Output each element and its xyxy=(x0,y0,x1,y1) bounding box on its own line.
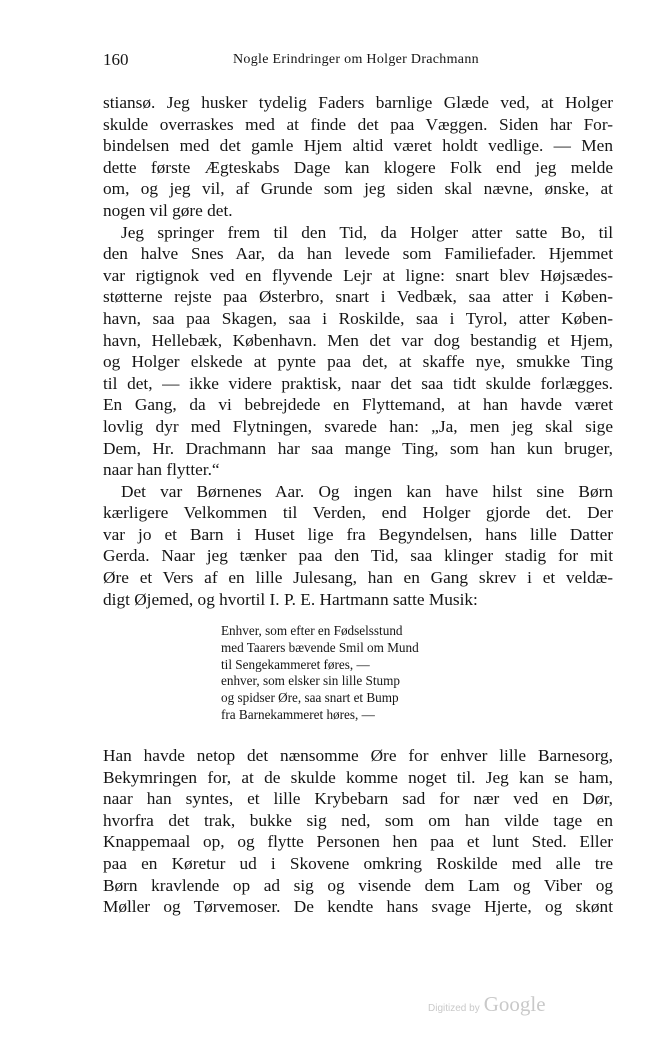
text-line: digt Øjemed, og hvortil I. P. E. Hartmann satte Musik: xyxy=(103,589,478,609)
text-line: havn, Hellebæk, København. Men det var dog bestandig et Hjem, xyxy=(103,330,613,350)
text-line: skulde overraskes med at finde det paa Væggen. Siden har For- xyxy=(103,114,613,134)
verse-line: og spidser Øre, saa snart et Bump xyxy=(221,690,399,706)
text-line: paa en Køretur ud i Skovene omkring Roskilde med alle tre xyxy=(103,853,613,873)
text-line: bindelsen med det gamle Hjem altid været holdt vedlige. — Men xyxy=(103,136,613,156)
verse-line: til Sengekammeret føres, — xyxy=(221,656,370,672)
main-text-block xyxy=(103,92,613,610)
text-line: til det, — ikke videre praktisk, naar det saa tidt skulde forlægges. xyxy=(103,373,613,393)
text-line: Møller og Tørvemoser. De kendte hans svage Hjerte, og skønt xyxy=(103,897,613,917)
text-line: støtterne rejste paa Østerbro, snart i Vedbæk, saa atter i Køben- xyxy=(103,287,613,307)
text-line: Øre et Vers af en lille Julesang, han en Gang skrev i et veldæ- xyxy=(103,568,613,588)
text-line: En Gang, da vi bebrejdede en Flyttemand, at han havde været xyxy=(103,395,613,415)
continued-text-block xyxy=(103,745,613,918)
verse-block xyxy=(221,623,521,724)
text-line: naar han syntes, et lille Krybebarn sad for nær ved en Dør, xyxy=(103,789,613,809)
text-line: dette første Ægteskabs Dage kan klogere Folk end jeg melde xyxy=(103,157,613,177)
text-line: Det var Børnenes Aar. Og ingen kan have hilst sine Børn xyxy=(121,481,613,501)
text-line: lovlig dyr med Flytningen, svarede han: „Ja, men jeg skal sige xyxy=(103,416,613,436)
verse-line: Enhver, som efter en Fødselsstund xyxy=(221,623,403,638)
text-line: naar han flytter.“ xyxy=(103,460,220,480)
verse-line: fra Barnekammeret høres, — xyxy=(221,706,375,722)
text-line: den halve Snes Aar, da han levede som Familiefader. Hjemmet xyxy=(103,244,613,264)
watermark-brand: Google xyxy=(483,992,546,1016)
running-title: Nogle Erindringer om Holger Drachmann xyxy=(233,52,479,67)
text-line: stiansø. Jeg husker tydelig Faders barnlige Glæde ved, at Holger xyxy=(103,93,613,112)
text-line: Gerda. Naar jeg tænker paa den Tid, saa klinger stadig for mit xyxy=(103,546,613,566)
text-line: Han havde netop det nænsomme Øre for enhver lille Barnesorg, xyxy=(103,746,613,765)
text-line: om, og jeg vil, af Grunde som jeg siden skal nævne, ønske, at xyxy=(103,179,613,199)
text-line: Bekymringen for, at de skulde komme noget til. Jeg kan se ham, xyxy=(103,767,613,787)
text-line: havn, saa paa Skagen, saa i Roskilde, saa i Tyrol, atter Køben- xyxy=(103,308,613,328)
text-line: Børn kravlende op ad sig og visende dem Lam og Viber og xyxy=(103,875,613,895)
text-line: var rigtignok ved en flyvende Lejr at ligne: snart blev Højsædes- xyxy=(103,265,613,285)
text-line: var jo et Barn i Huset lige fra Begyndelsen, hans lille Datter xyxy=(103,524,613,544)
text-line: Knappemaal op, og flytte Personen hen paa et lunt Sted. Eller xyxy=(103,832,613,852)
verse-line: med Taarers bævende Smil om Mund xyxy=(221,639,419,655)
watermark-prefix: Digitized by xyxy=(428,1003,480,1014)
text-line: og Holger elskede at pynte paa det, at skaffe nye, smukke Ting xyxy=(103,352,613,372)
page-header xyxy=(103,50,613,74)
page-number: 160 xyxy=(103,50,129,69)
text-line: nogen vil gøre det. xyxy=(103,200,233,220)
verse-line: enhver, som elsker sin lille Stump xyxy=(221,673,400,689)
text-line: Dem, Hr. Drachmann har saa mange Ting, som han kun bruger, xyxy=(103,438,613,458)
text-line: hvorfra det trak, bukke sig ned, som om han vilde tage en xyxy=(103,810,613,830)
text-line: kærligere Velkommen til Verden, end Holger gjorde det. Der xyxy=(103,503,613,523)
digitized-watermark xyxy=(428,992,546,1017)
text-line: Jeg springer frem til den Tid, da Holger atter satte Bo, til xyxy=(121,222,613,242)
